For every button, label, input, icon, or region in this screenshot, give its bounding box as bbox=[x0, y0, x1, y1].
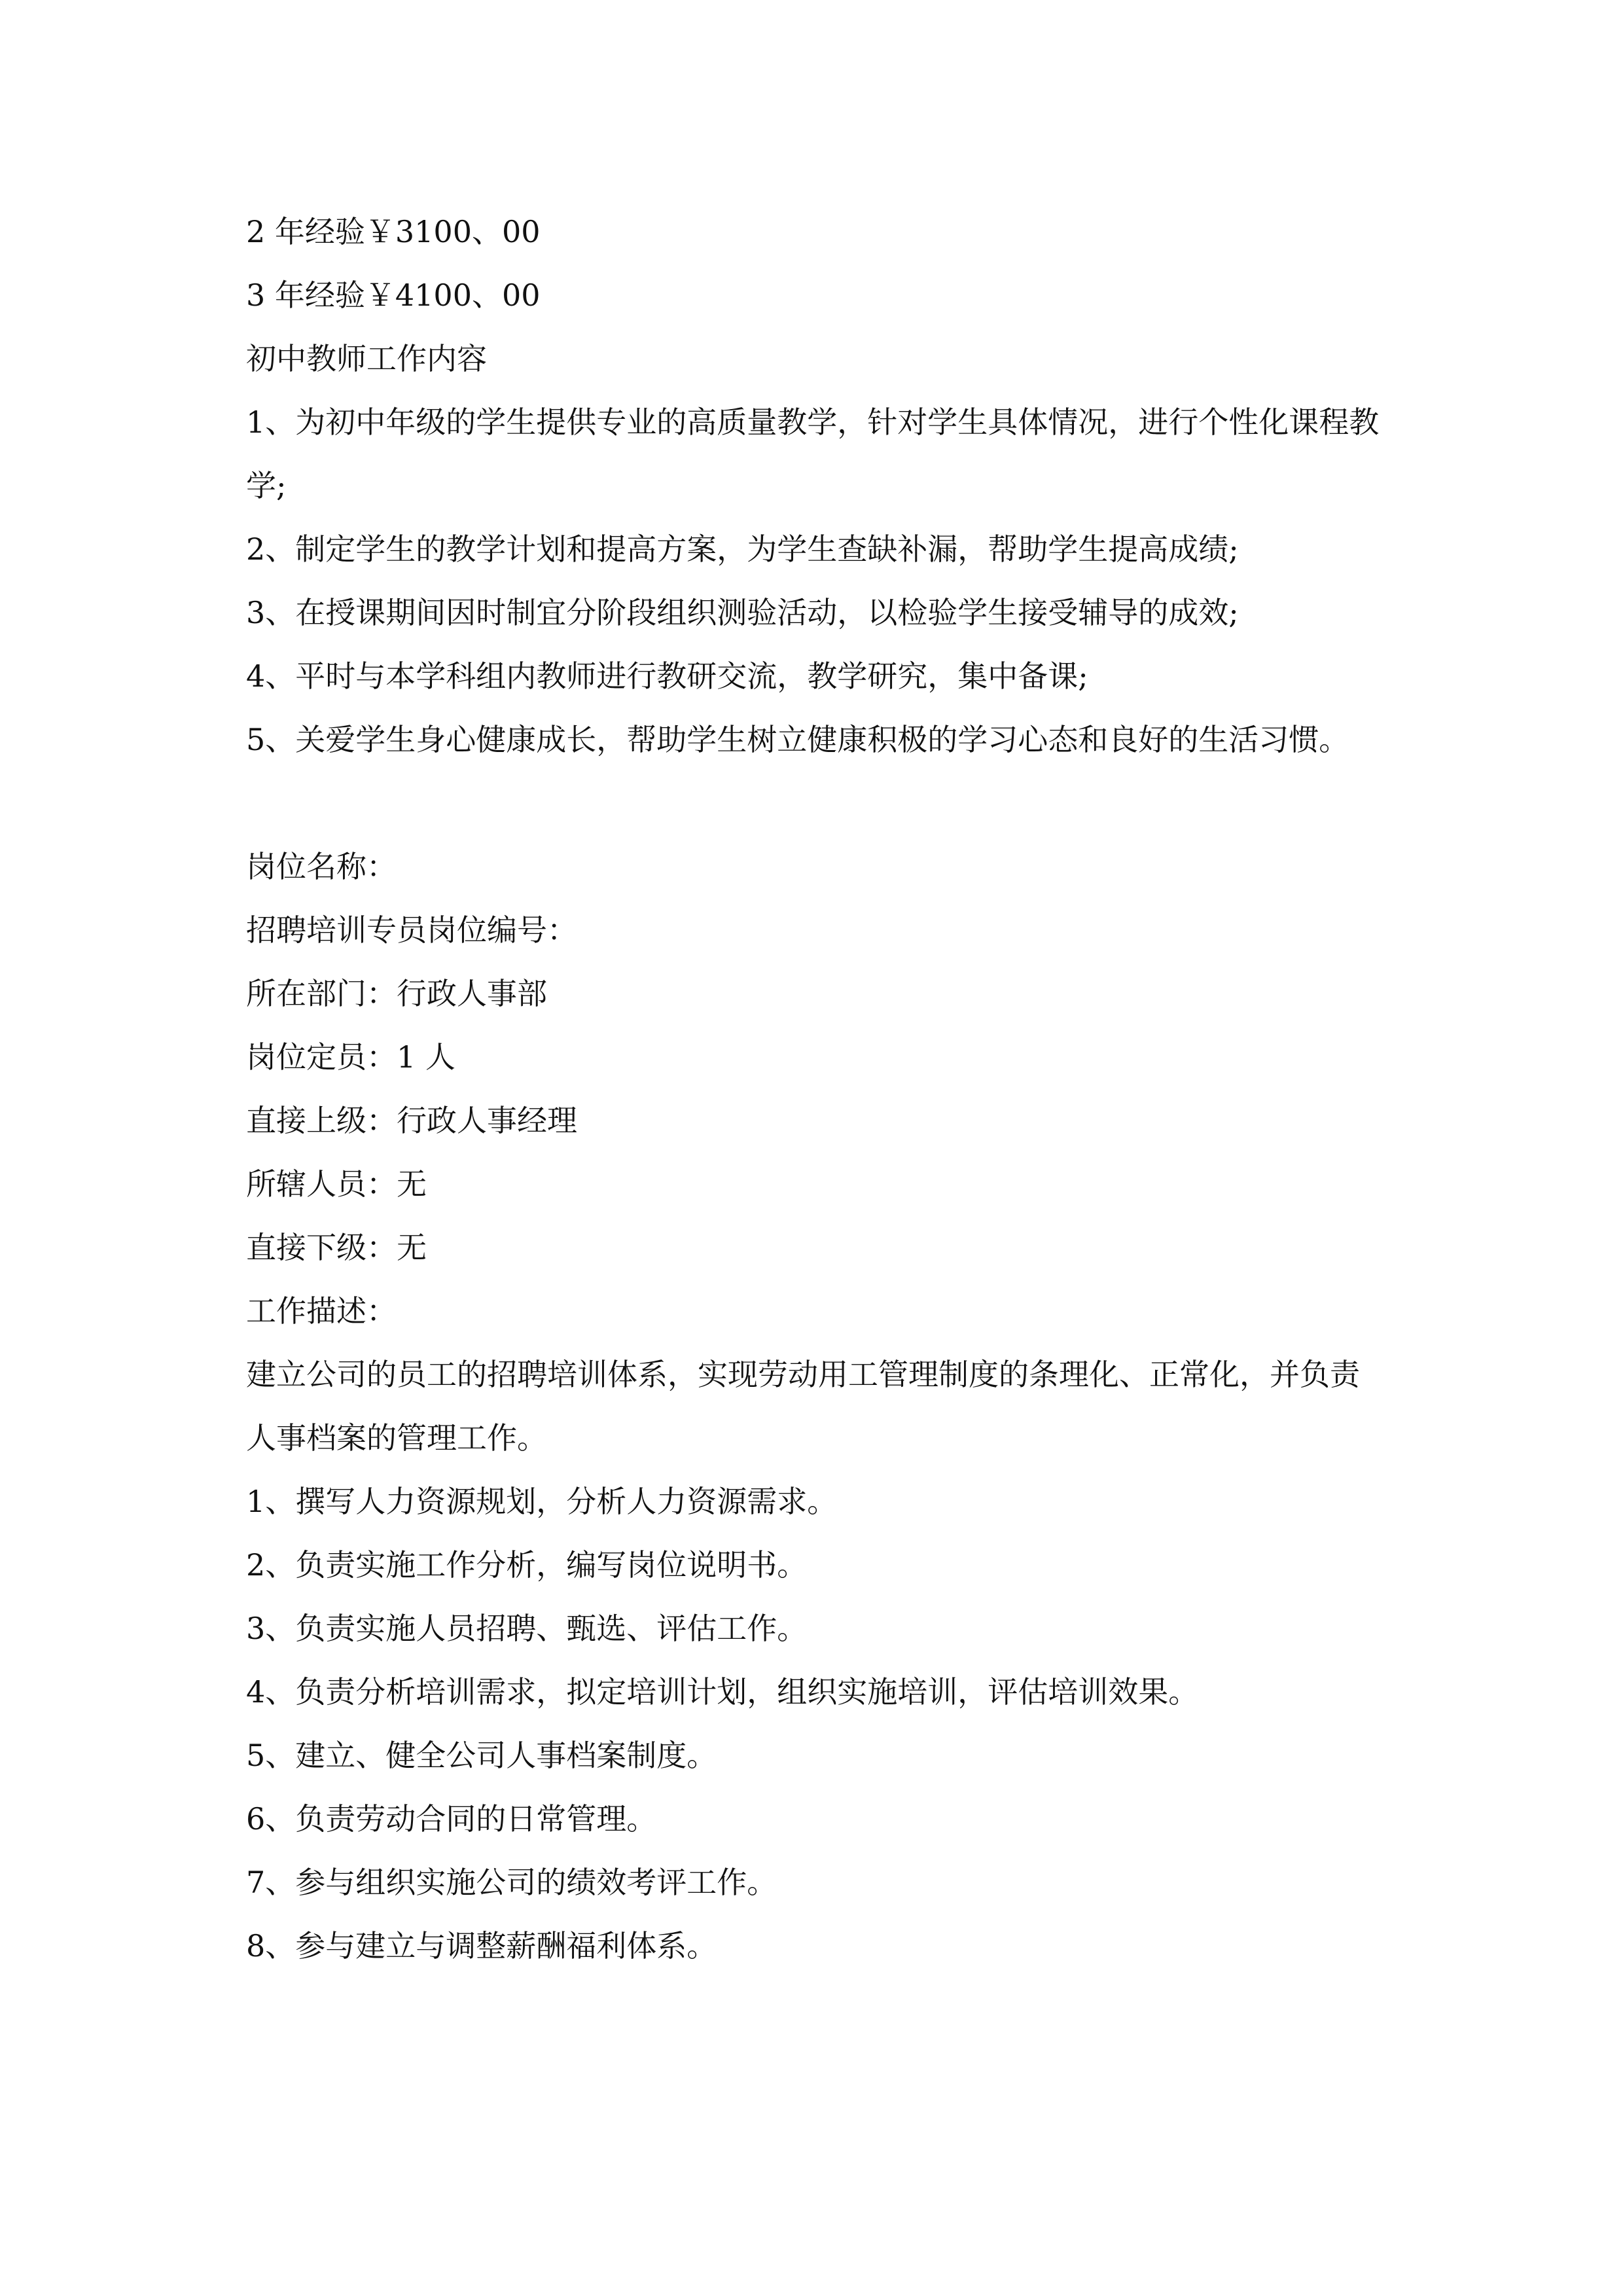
job-task-3: 3、负责实施人员招聘、甄选、评估工作。 bbox=[246, 1611, 808, 1646]
direct-supervisor: 直接上级：行政人事经理 bbox=[246, 1103, 577, 1138]
job-task-8: 8、参与建立与调整薪酬福利体系。 bbox=[246, 1928, 717, 1964]
job-description-label: 工作描述： bbox=[246, 1293, 397, 1329]
salary-line-3yr: 3 年经验￥4100、00 bbox=[246, 278, 541, 313]
teacher-duties-heading: 初中教师工作内容 bbox=[246, 341, 487, 376]
teacher-duty-3: 3、在授课期间因时制宜分阶段组织测验活动，以检验学生接受辅导的成效; bbox=[246, 595, 1239, 630]
headcount: 岗位定员：1 人 bbox=[246, 1039, 455, 1075]
section-spacer bbox=[246, 772, 1385, 835]
job-description: 建立公司的员工的招聘培训体系，实现劳动用工管理制度的条理化、正常化，并负责人事档案的管理工作。 bbox=[246, 1357, 1360, 1456]
document-body bbox=[246, 200, 1385, 1978]
job-task-4: 4、负责分析培训需求，拟定培训计划，组织实施培训，评估培训效果。 bbox=[246, 1674, 1199, 1710]
teacher-duty-1: 1、为初中年级的学生提供专业的高质量教学，针对学生具体情况，进行个性化课程教学; bbox=[246, 404, 1380, 503]
direct-reports: 直接下级：无 bbox=[246, 1230, 427, 1265]
teacher-duty-4: 4、平时与本学科组内教师进行教研交流，教学研究，集中备课; bbox=[246, 658, 1088, 694]
department: 所在部门：行政人事部 bbox=[246, 976, 547, 1011]
teacher-duty-2: 2、制定学生的教学计划和提高方案，为学生查缺补漏，帮助学生提高成绩; bbox=[246, 531, 1239, 567]
position-name: 岗位名称： bbox=[246, 849, 397, 884]
teacher-duty-5: 5、关爱学生身心健康成长，帮助学生树立健康积极的学习心态和良好的生活习惯。 bbox=[246, 722, 1349, 757]
job-task-5: 5、建立、健全公司人事档案制度。 bbox=[246, 1738, 717, 1773]
salary-line-2yr: 2 年经验￥3100、00 bbox=[246, 214, 541, 249]
job-task-1: 1、撰写人力资源规划，分析人力资源需求。 bbox=[246, 1484, 838, 1519]
job-task-6: 6、负责劳动合同的日常管理。 bbox=[246, 1801, 657, 1837]
job-task-7: 7、参与组织实施公司的绩效考评工作。 bbox=[246, 1865, 777, 1900]
job-task-2: 2、负责实施工作分析，编写岗位说明书。 bbox=[246, 1547, 808, 1583]
subordinate-staff: 所辖人员：无 bbox=[246, 1166, 427, 1202]
position-number: 招聘培训专员岗位编号： bbox=[246, 912, 577, 948]
